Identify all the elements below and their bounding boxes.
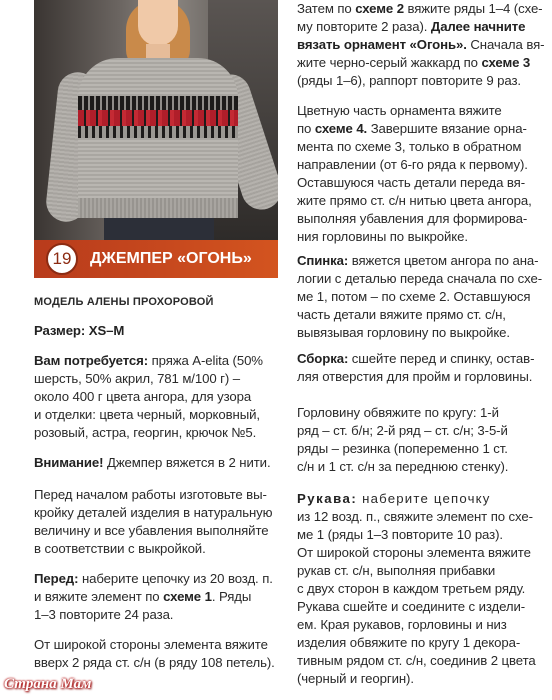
attention-text: Джемпер вяжется в 2 нити. (103, 455, 271, 470)
text-line: вверх 2 ряда ст. с/н (в ряду 108 петель). (34, 655, 275, 670)
scheme-ref: схеме 3 (481, 55, 531, 70)
text-line: ряды – резинка (попеременно 1 ст. (297, 441, 508, 456)
scheme-paragraph (297, 0, 544, 90)
text-line: Перед началом работы изготовьте вы- (34, 487, 267, 502)
text-line: шерсть, 50% акрил, 781 м/100 г) – (34, 371, 240, 386)
front-paragraph (34, 570, 273, 624)
ornament-black-band (78, 96, 238, 110)
text-line: жите прямо ст. с/н нитью цвета ангора, (297, 193, 532, 208)
text-fragment: Затем по (297, 1, 356, 16)
ornament-red-band (78, 110, 238, 126)
text-line: Рукава сшейте и соедините с издели- (297, 599, 526, 614)
text-line: ряд – ст. б/н; 2-й ряд – ст. с/н; 3-5-й (297, 423, 508, 438)
model-photo (34, 0, 278, 240)
text-fragment: наберите цепочку (357, 491, 491, 506)
text-line: розовый, астра, георгин, крючок №5. (34, 425, 257, 440)
title-banner (34, 240, 278, 278)
text-line: изделия обвяжите по кругу 1 декора- (297, 635, 521, 650)
text-line: (черный и георгин). (297, 671, 414, 686)
sweater-body (78, 58, 238, 218)
materials-label: Вам потребуется: (34, 353, 149, 368)
assembly-label: Сборка: (297, 351, 349, 366)
text-line: около 400 г цвета ангора, для узора (34, 389, 252, 404)
text-line: ме 1 (ряды 1–3 повторите 10 раз). (297, 527, 503, 542)
size-label: Размер: (34, 323, 86, 338)
text-fragment: му повторите 2 раза). (297, 19, 431, 34)
text-line: Цветную часть орнамента вяжите (297, 103, 502, 118)
back-paragraph (297, 252, 542, 342)
emphasis: вязать орнамент «Огонь». (297, 37, 467, 52)
text-fragment: . Ряды (211, 589, 252, 604)
back-label: Спинка: (297, 253, 349, 268)
neckline-paragraph (297, 404, 508, 476)
text-fragment: вяжется цветом ангора по ана- (348, 253, 539, 268)
site-watermark: Страна Мам (4, 676, 92, 692)
text-fragment: по (297, 121, 315, 136)
text-line: ме 1, потом – по схеме 2. Оставшуюся (297, 289, 531, 304)
text-line: 1–3 повторите 24 раза. (34, 607, 174, 622)
sleeves-paragraph (297, 490, 536, 688)
article-number: 19 (46, 243, 78, 275)
text-line: ляя отверстия для пройм и горловины. (297, 369, 533, 384)
text-line: логии с деталью переда сначала по схе- (297, 271, 543, 286)
assembly-paragraph (297, 350, 534, 386)
article-title: ДЖЕМПЕР «ОГОНЬ» (90, 250, 252, 267)
text-line: в соответствии с выкройкой. (34, 541, 206, 556)
text-line: Оставшуюся часть детали переда вя- (297, 175, 525, 190)
text-fragment: Сначала вя- (466, 37, 545, 52)
attention-label: Внимание! (34, 455, 104, 470)
size-value: XS–M (88, 323, 125, 338)
text-line: и отделки: цвета черный, морковный, (34, 407, 260, 422)
text-line: из 12 возд. п., свяжите элемент по схе- (297, 509, 533, 524)
text-line: От широкой стороны элемента вяжите (34, 637, 268, 652)
model-face (138, 0, 178, 46)
size-paragraph (34, 322, 124, 340)
text-fragment: и вяжите элемент по (34, 589, 164, 604)
text-line: тивным рядом ст. с/н, соединив 2 цвета (297, 653, 536, 668)
wide-side-paragraph (34, 636, 275, 672)
text-line: мента по схеме 3, только в обратном (297, 139, 522, 154)
scheme-ref: схеме 2 (355, 1, 404, 16)
text-line: Горловину обвяжите по кругу: 1-й (297, 405, 499, 420)
intro-paragraph (34, 486, 272, 558)
scheme-ref: схеме 4. (314, 121, 368, 136)
text-line: От широкой стороны элемента вяжите (297, 545, 531, 560)
materials-paragraph (34, 352, 263, 442)
text-fragment: сшейте перед и спинку, остав- (348, 351, 535, 366)
emphasis: Далее начните (430, 19, 526, 34)
author-line: МОДЕЛЬ АЛЕНЫ ПРОХОРОВОЙ (34, 296, 214, 308)
text-fragment: наберите цепочку из 20 возд. п. (78, 571, 273, 586)
text-line: величину и все убавления выполняйте (34, 523, 269, 538)
text-line: с/н и 1 ст. с/н за переднюю стенку). (297, 459, 509, 474)
color-part-paragraph (297, 102, 532, 246)
text-line: с двух сторон в каждом третьем ряду. (297, 581, 526, 596)
front-label: Перед: (34, 571, 79, 586)
text-fragment: Завершите вязание орна- (367, 121, 527, 136)
text-line: направлении (от 6-го ряда к первому). (297, 157, 528, 172)
scheme-ref: схеме 1 (163, 589, 212, 604)
text-line: выполняя убавления для формирова- (297, 211, 528, 226)
sleeves-label: Рукава: (297, 491, 358, 506)
text-line: кройку деталей изделия в натуральную (34, 505, 273, 520)
text-line: пряжа A-elita (50% (148, 353, 263, 368)
ornament-lower-band (78, 126, 238, 138)
model-jeans (104, 218, 214, 240)
text-line: часть детали вяжите прямо ст. с/н, (297, 307, 506, 322)
text-line: вывязывая горловину по выкройке. (297, 325, 510, 340)
attention-paragraph (34, 454, 271, 472)
text-line: ния горловины по выкройке. (297, 229, 468, 244)
text-line: (ряды 1–6), раппорт повторите 9 раз. (297, 73, 521, 88)
text-line: рукав ст. с/н, выполняя прибавки (297, 563, 496, 578)
text-fragment: вяжите ряды 1–4 (схе- (403, 1, 543, 16)
text-fragment: жите черно-серый жаккард по (297, 55, 482, 70)
text-line: ем. Края рукавов, горловины и низ (297, 617, 507, 632)
sweater-hem (78, 198, 238, 218)
